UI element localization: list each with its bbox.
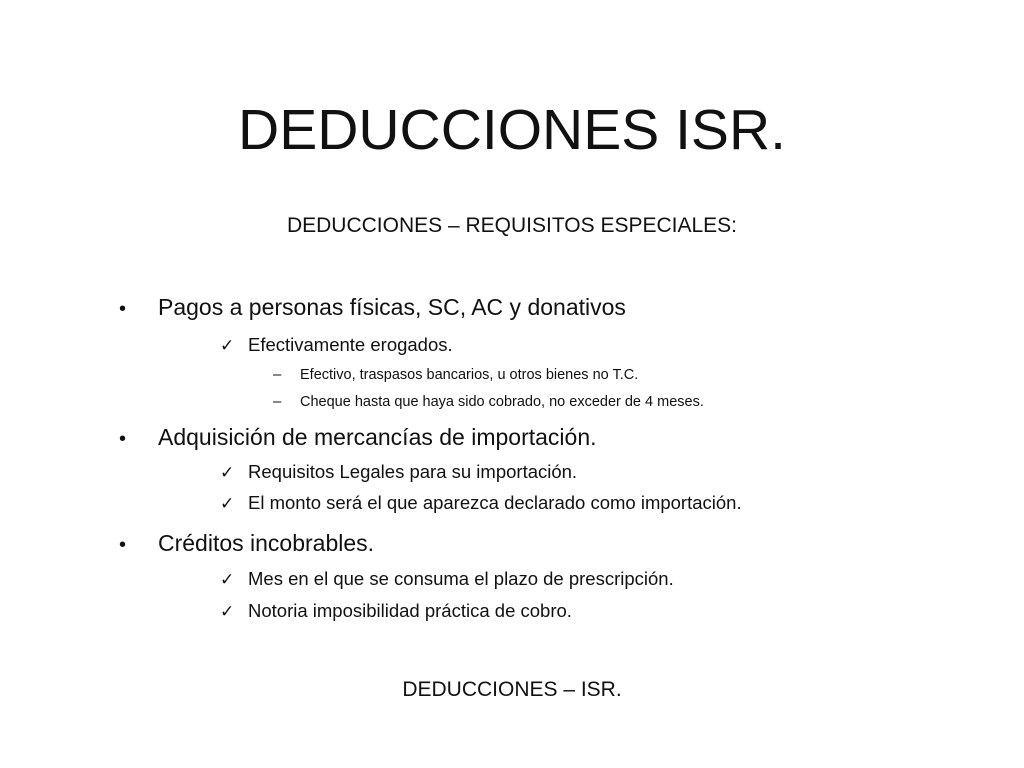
check-item — [220, 459, 577, 486]
dash-item-text: Efectivo, traspasos bancarios, u otros bienes no T.C. — [300, 367, 639, 383]
dash-item — [273, 365, 638, 385]
dash-icon: – — [273, 393, 282, 410]
check-item-text: Mes en el que se consuma el plazo de prescripción. — [248, 568, 674, 589]
checkmark-icon: ✓ — [220, 602, 235, 622]
check-item — [220, 490, 742, 517]
bullet-icon: • — [119, 534, 127, 556]
dash-item — [273, 392, 704, 412]
dash-item-text: Cheque hasta que haya sido cobrado, no exceder de 4 meses. — [300, 394, 704, 410]
slide-footer: DEDUCCIONES – ISR. — [402, 678, 622, 701]
bullet-text: Créditos incobrables. — [158, 530, 375, 556]
check-item — [220, 566, 674, 593]
bullet-item — [119, 422, 597, 454]
check-item-text: Notoria imposibilidad práctica de cobro. — [248, 600, 572, 621]
check-item-text: Requisitos Legales para su importación. — [248, 461, 578, 482]
dash-icon: – — [273, 366, 282, 383]
checkmark-icon: ✓ — [220, 336, 235, 356]
check-item — [220, 598, 572, 625]
bullet-item — [119, 292, 626, 324]
slide-title: DEDUCCIONES ISR. — [238, 98, 786, 162]
slide-subtitle: DEDUCCIONES – REQUISITOS ESPECIALES: — [286, 214, 738, 237]
checkmark-icon: ✓ — [220, 463, 235, 483]
check-item-text: Efectivamente erogados. — [248, 334, 453, 355]
bullet-text: Pagos a personas físicas, SC, AC y donativos — [158, 294, 626, 320]
bullet-icon: • — [119, 298, 127, 320]
checkmark-icon: ✓ — [220, 570, 235, 590]
checkmark-icon: ✓ — [220, 494, 235, 514]
bullet-icon: • — [119, 428, 127, 450]
bullet-text: Adquisición de mercancías de importación. — [158, 424, 597, 450]
bullet-item — [119, 528, 374, 560]
check-item — [220, 332, 453, 359]
check-item-text: El monto será el que aparezca declarado como importación. — [248, 492, 742, 513]
